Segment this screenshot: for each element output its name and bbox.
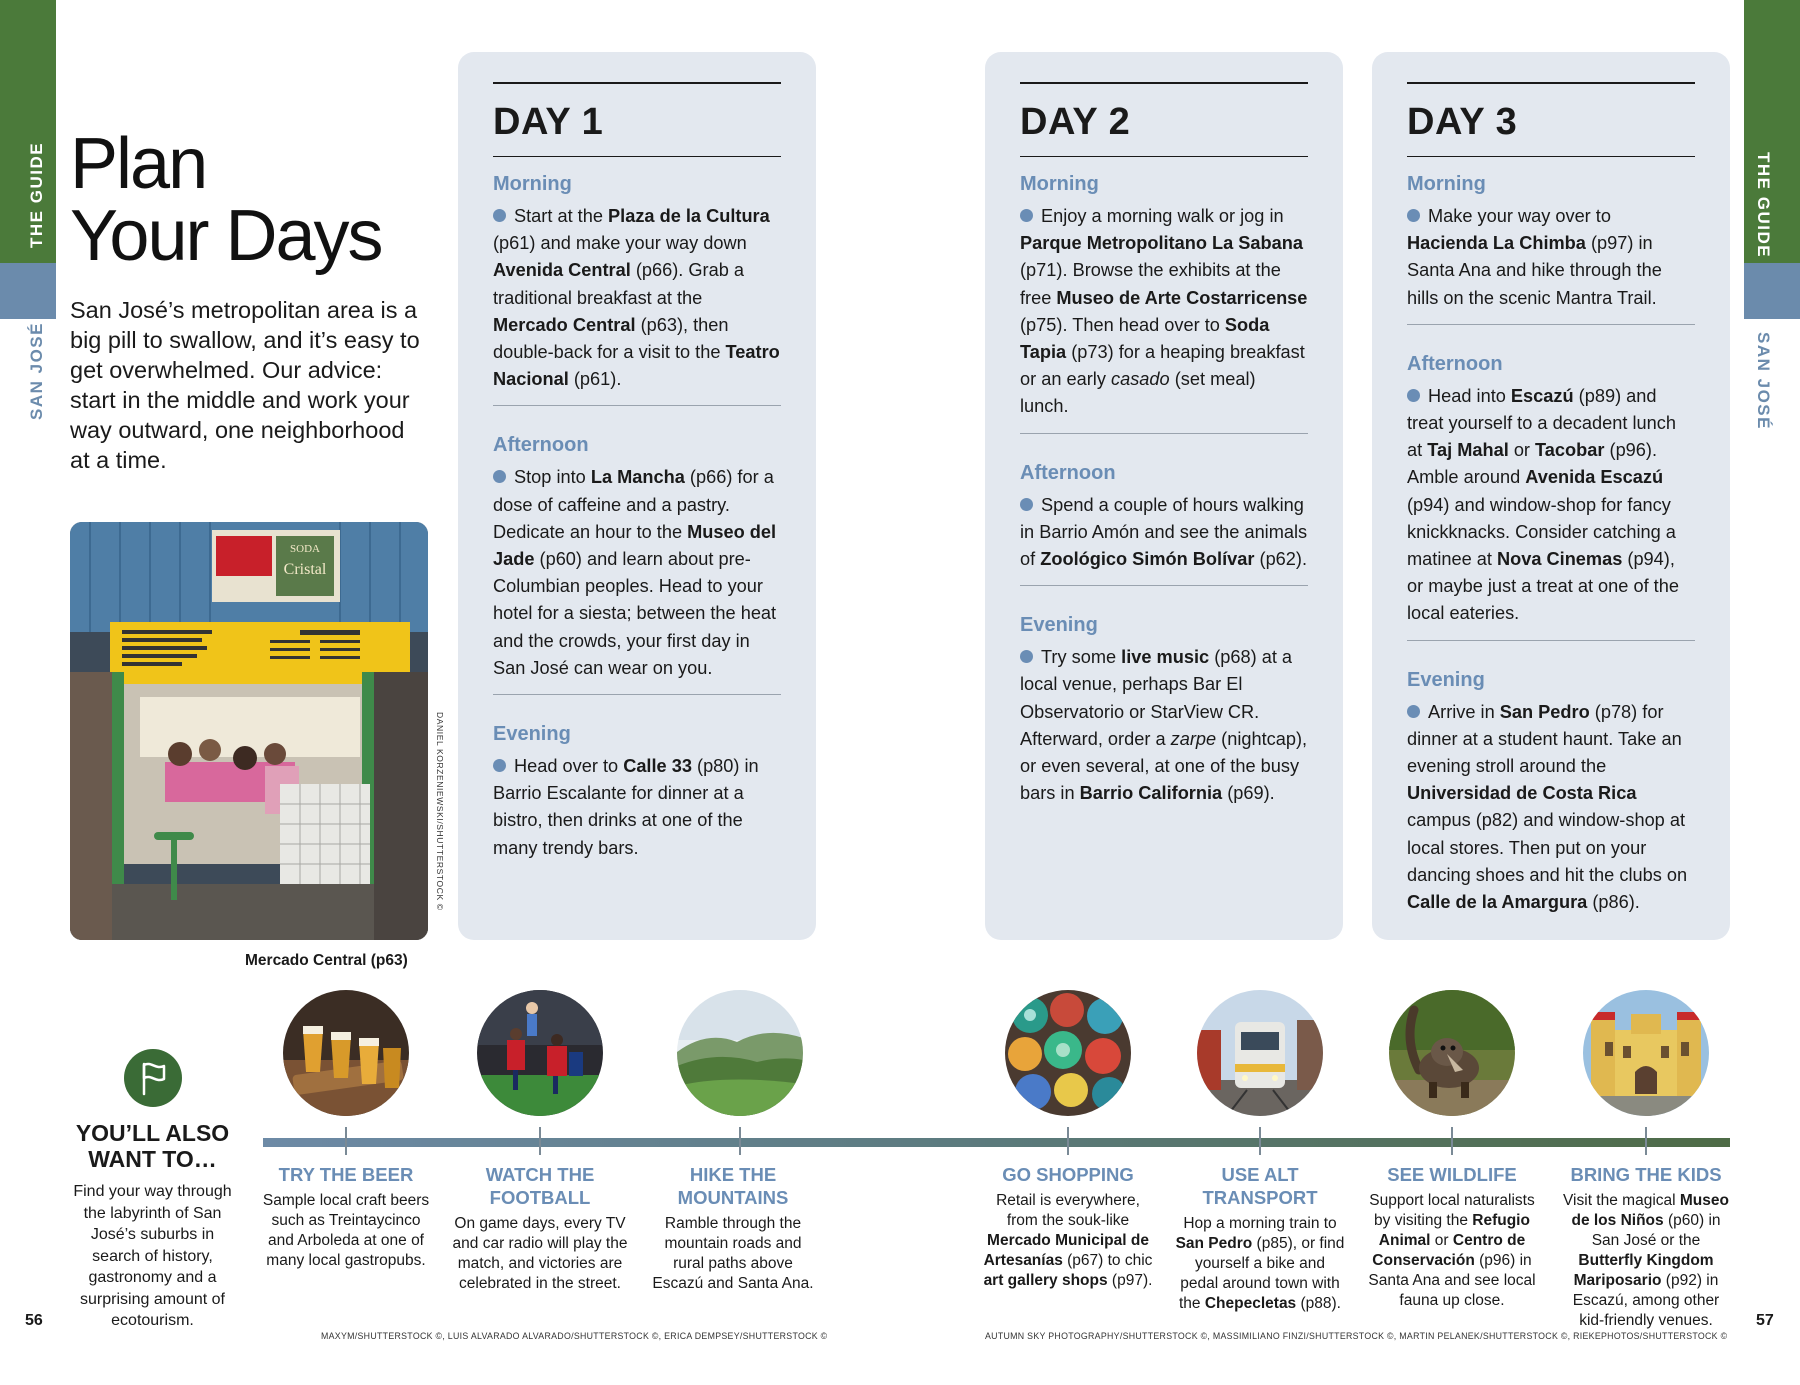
left-city-label: SAN JOSÉ (27, 322, 46, 420)
also-title: YOU’LL ALSO WANT TO… (75, 1120, 230, 1172)
day-2-evening-text: Try some live music (p68) at a local venue, perhaps Bar El Observatorio or StarView CR. Afterward, order a zarpe (nightcap), or even several, at one of the busy bars in Barrio California (p69). (1020, 647, 1308, 804)
day-1-evening-text: Head over to Calle 33 (p80) in Barrio Escalante for dinner at a bistro, then drinks at one of the many trendy bars. (493, 756, 759, 858)
timeline-tick (1451, 1127, 1453, 1155)
timeline-tick (345, 1127, 347, 1155)
also-text: Find your way through the labyrinth of San José’s suburbs in search of history, gastronomy and a surprising amount of ecotourism. (73, 1183, 232, 1329)
day-1-morning-text: Start at the Plaza de la Cultura (p61) and make your way down Avenida Central (p66). Grab a traditional breakfast at the Mercado Central (p63), then double-back for a visit to the Teatro Nacional (p61). (493, 206, 780, 390)
left-section-label: THE GUIDE (27, 141, 46, 248)
activity-title-football: WATCH THE FOOTBALL (485, 1164, 595, 1208)
timeline-tick (739, 1127, 741, 1155)
timeline-tick (1259, 1127, 1261, 1155)
activity-text-wildlife: Support local naturalists by visiting the Refugio Animal or Centro de Conservación (p96) in Santa Ana and see local fauna up close. (1368, 1192, 1536, 1309)
activity-text-football: On game days, every TV and car radio will play the match, and victories are celebrated in the street. (452, 1215, 628, 1292)
activity-text-kids: Visit the magical Museo de los Niños (p60) in San José or the Butterfly Kingdom Mariposario (p92) in Escazú, among other kid-friendly venues. (1563, 1192, 1729, 1329)
right-city-label: SAN JOSÉ (1754, 332, 1773, 430)
timeline-tick (539, 1127, 541, 1155)
right-side-tab-blue (1744, 263, 1800, 319)
page-number-left: 56 (25, 1312, 43, 1329)
page-number-right: 57 (1756, 1312, 1774, 1329)
day-3-panel (1372, 52, 1730, 940)
day-3-evening-text: Arrive in San Pedro (p78) for dinner at a student haunt. Take an evening stroll around the Universidad de Costa Rica campus (p82) and window-shop at local stores. Then put on your dancing shoes and hit the clubs on Calle de la Amargura (p86). (1407, 701, 1688, 913)
day-3-morning-text: Make your way over to Hacienda La Chimba (p97) in Santa Ana and hike through the hills on the scenic Mantra Trail. (1407, 206, 1662, 308)
activity-text-beer: Sample local craft beers such as Treintaycinco and Arboleda at one of many local gastropubs. (262, 1192, 430, 1269)
sign-text: SODA (290, 543, 320, 555)
mercado-central-photo (70, 522, 428, 940)
coati-photo (1389, 990, 1515, 1116)
activity-title-shopping: GO SHOPPING (1002, 1164, 1134, 1185)
activity-title-wildlife: SEE WILDLIFE (1387, 1164, 1517, 1185)
day-1-title: DAY 1 (493, 101, 604, 143)
mountains-photo (677, 990, 803, 1116)
day-1-morning-label: Morning (493, 173, 572, 195)
right-section-label: THE GUIDE (1754, 152, 1773, 259)
photo-caption: Mercado Central (p63) (245, 952, 408, 969)
photo-credit: DANIEL KORZENIEWSKI/SHUTTERSTOCK © (435, 712, 445, 911)
day-3-afternoon-label: Afternoon (1407, 352, 1503, 375)
left-side-tab-blue (0, 263, 56, 319)
activity-title-transport: USE ALT TRANSPORT (1202, 1164, 1318, 1208)
day-2-evening-label: Evening (1020, 614, 1098, 637)
activity-title-kids: BRING THE KIDS (1570, 1164, 1722, 1185)
activity-text-shopping: Retail is everywhere, from the souk-like Mercado Municipal de Artesanías (p67) to chic art gallery shops (p97). (983, 1192, 1153, 1289)
day-3-title: DAY 3 (1407, 101, 1518, 143)
timeline-tick (1067, 1127, 1069, 1155)
day-3-evening-label: Evening (1407, 668, 1485, 691)
train-photo (1197, 990, 1323, 1116)
timeline-bar (263, 1138, 1730, 1147)
activity-title-beer: TRY THE BEER (278, 1164, 414, 1185)
day-1-panel (458, 52, 816, 940)
day-2-morning-text: Enjoy a morning walk or jog in Parque Metropolitano La Sabana (p71). Browse the exhibits at the free Museo de Arte Costarricense (p75). Then head over to Soda Tapia (p73) for a heaping breakfast or an early casado (set meal) lunch. (1020, 206, 1308, 417)
activity-text-mountains: Ramble through the mountain roads and rural paths above Escazú and Santa Ana. (652, 1215, 814, 1292)
intro-text: San José’s metropolitan area is a big pill to swallow, and it’s easy to get overwhelmed. Our advice: start in the middle and work your way outward, one neighborhood at a time. (70, 297, 420, 473)
day-2-morning-label: Morning (1020, 173, 1099, 195)
activity-title-mountains: HIKE THE MOUNTAINS (677, 1164, 789, 1208)
page-title: Plan Your Days (70, 124, 382, 276)
day-1-afternoon-text: Stop into La Mancha (p66) for a dose of caffeine and a pastry. Dedicate an hour to the Museo del Jade (p60) and learn about pre-Columbian peoples. Head to your hotel for a siesta; between the heat and the crowds, your first day in San José can wear on you. (493, 467, 777, 678)
football-photo (477, 990, 603, 1116)
day-1-afternoon-label: Afternoon (493, 434, 589, 457)
activity-text-transport: Hop a morning train to San Pedro (p85), or find yourself a bike and pedal around town with the Chepecletas (p88). (1175, 1215, 1345, 1312)
timeline-tick (1645, 1127, 1647, 1155)
pottery-photo (1005, 990, 1131, 1116)
day-2-panel (985, 52, 1343, 940)
flag-icon (124, 1049, 182, 1107)
museum-photo (1583, 990, 1709, 1116)
day-2-afternoon-label: Afternoon (1020, 461, 1116, 484)
beer-photo (283, 990, 409, 1116)
day-2-title: DAY 2 (1020, 101, 1131, 143)
day-3-afternoon-text: Head into Escazú (p89) and treat yourself to a decadent lunch at Taj Mahal or Tacobar (p96). Amble around Avenida Escazú (p94) and window-shop for fancy knickknacks. Consider catching a matinee at Nova Cinemas (p94), or maybe just a treat at one of the local eateries. (1407, 385, 1679, 624)
day-3-morning-label: Morning (1407, 173, 1486, 195)
day-1-evening-label: Evening (493, 723, 571, 746)
photo-credits-right: AUTUMN SKY PHOTOGRAPHY/SHUTTERSTOCK ©, MASSIMILIANO FINZI/SHUTTERSTOCK ©, MARTIN PELANEK/SHUTTERSTOCK ©, RIEKEPHOTOS/SHUTTERSTOCK © (985, 1331, 1728, 1341)
day-2-afternoon-text: Spend a couple of hours walking in Barrio Amón and see the animals of Zoológico Simón Bolívar (p62). (1020, 494, 1308, 570)
svg-text:Cristal: Cristal (283, 561, 327, 578)
photo-credits-left: MAXYM/SHUTTERSTOCK ©, LUIS ALVARADO ALVARADO/SHUTTERSTOCK ©, ERICA DEMPSEY/SHUTTERSTOCK © (321, 1331, 828, 1341)
